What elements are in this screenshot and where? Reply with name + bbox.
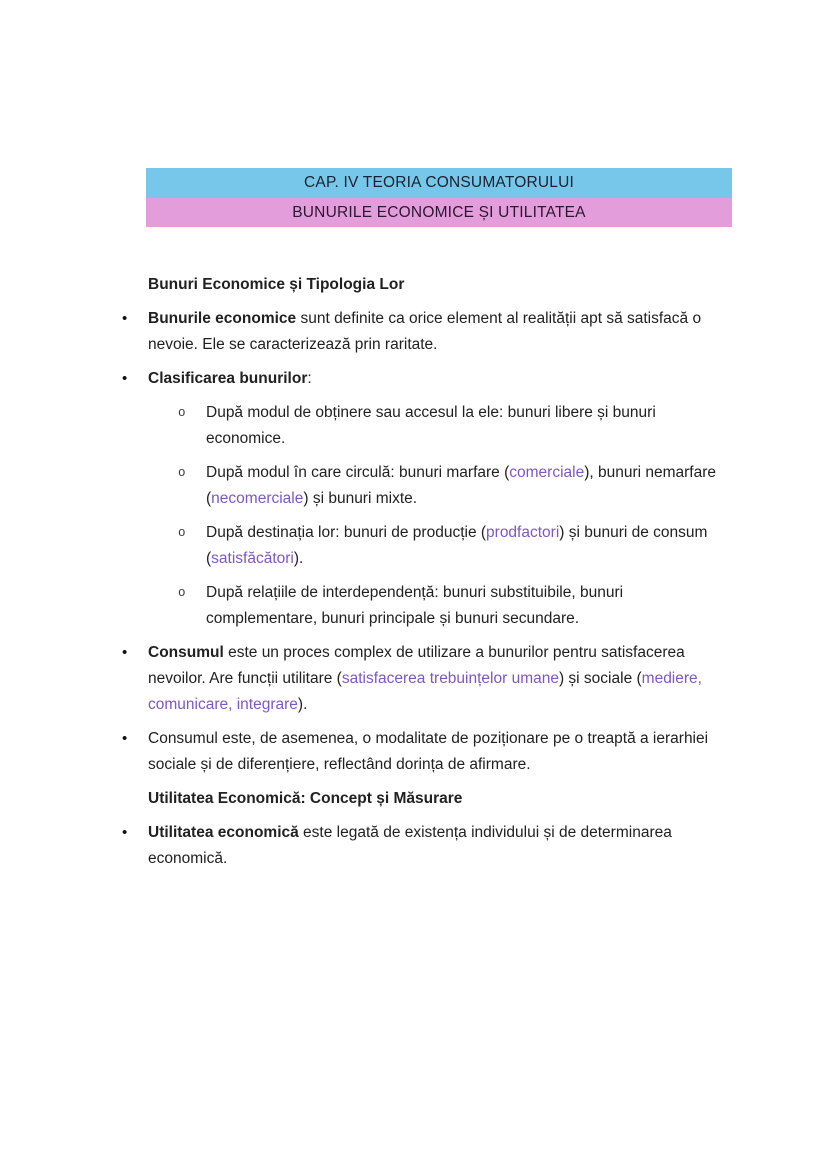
text-run: ). bbox=[293, 550, 304, 567]
text-run: satisfacerea trebuințelor umane bbox=[341, 670, 559, 687]
bullet-marker: o bbox=[178, 526, 186, 540]
bullet-marker: o bbox=[178, 466, 186, 480]
chapter-title-banner bbox=[146, 168, 732, 198]
text-run: După relațiile de interdependență: bunuri substituibile, bunuri complementare, bunuri principale și bunuri secundare. bbox=[206, 584, 624, 627]
bullet-marker: • bbox=[122, 644, 128, 661]
bullet-marker: • bbox=[122, 310, 128, 327]
text-run: Clasificarea bunurilor bbox=[148, 370, 308, 387]
section-title: BUNURILE ECONOMICE ȘI UTILITATEA bbox=[292, 203, 586, 221]
bullet-marker: • bbox=[122, 824, 128, 841]
list-item-text bbox=[148, 306, 734, 358]
list-item bbox=[122, 306, 734, 358]
text-run: mediere, comunicare, integrare bbox=[148, 670, 702, 713]
text-run: satisfăcători bbox=[211, 550, 294, 567]
bullet-marker: • bbox=[122, 730, 128, 747]
text-run: ) și bunuri de consum ( bbox=[206, 524, 708, 567]
text-run: ), bunuri nemarfare ( bbox=[206, 464, 717, 507]
bullet-marker: o bbox=[178, 406, 186, 420]
list-item-text bbox=[206, 520, 734, 572]
list-item-text bbox=[206, 580, 734, 632]
text-run: Utilitatea Economică: Concept și Măsurare bbox=[148, 790, 463, 807]
list-item bbox=[122, 726, 734, 778]
list-item bbox=[122, 820, 734, 872]
text-run: Bunurile economice bbox=[148, 310, 297, 327]
bullet-marker: • bbox=[122, 370, 128, 387]
sub-list-item bbox=[178, 460, 734, 512]
text-run: prodfactori bbox=[486, 524, 560, 541]
text-run: După destinația lor: bunuri de producție ( bbox=[206, 524, 487, 541]
sub-list-item bbox=[178, 400, 734, 452]
list-item-text bbox=[148, 366, 734, 392]
list-item-text bbox=[148, 726, 734, 778]
text-run: : bbox=[307, 370, 312, 387]
text-run: După modul în care circulă: bunuri marfare ( bbox=[206, 464, 510, 481]
text-run: Utilitatea economică bbox=[148, 824, 299, 841]
section-title-banner bbox=[146, 198, 732, 227]
list-item bbox=[122, 640, 734, 718]
list-item-text bbox=[148, 820, 734, 872]
document-heading bbox=[148, 272, 734, 298]
title-banners bbox=[146, 168, 732, 227]
document-body bbox=[122, 272, 734, 880]
chapter-title: CAP. IV TEORIA CONSUMATORULUI bbox=[304, 174, 574, 191]
text-run: ) și sociale ( bbox=[558, 670, 642, 687]
text-run: este legată de existența individului și de determinarea economică. bbox=[148, 824, 672, 867]
bullet-marker: o bbox=[178, 586, 186, 600]
text-run: este un proces complex de utilizare a bunurilor pentru satisfacerea nevoilor. Are funcții utilitare ( bbox=[148, 644, 685, 687]
list-item-text bbox=[206, 400, 734, 452]
text-run: sunt definite ca orice element al realității apt să satisfacă o nevoie. Ele se caracterizează prin raritate. bbox=[148, 310, 702, 353]
text-run: După modul de obținere sau accesul la ele: bunuri libere și bunuri economice. bbox=[206, 404, 656, 447]
document-heading bbox=[148, 786, 734, 812]
text-run: Bunuri Economice și Tipologia Lor bbox=[148, 276, 405, 293]
text-run: ) și bunuri mixte. bbox=[303, 490, 418, 507]
list-item-text bbox=[206, 460, 734, 512]
text-run: ). bbox=[297, 696, 308, 713]
text-run: comerciale bbox=[509, 464, 585, 481]
sub-list-item bbox=[178, 520, 734, 572]
text-run: Consumul bbox=[148, 644, 224, 661]
list-item-text bbox=[148, 640, 734, 718]
sub-list-item bbox=[178, 580, 734, 632]
text-run: necomerciale bbox=[211, 490, 304, 507]
text-run: Consumul este, de asemenea, o modalitate de poziționare pe o treaptă a ierarhiei sociale și de diferențiere, reflectând dorința de afirmare. bbox=[148, 730, 709, 773]
list-item bbox=[122, 366, 734, 392]
